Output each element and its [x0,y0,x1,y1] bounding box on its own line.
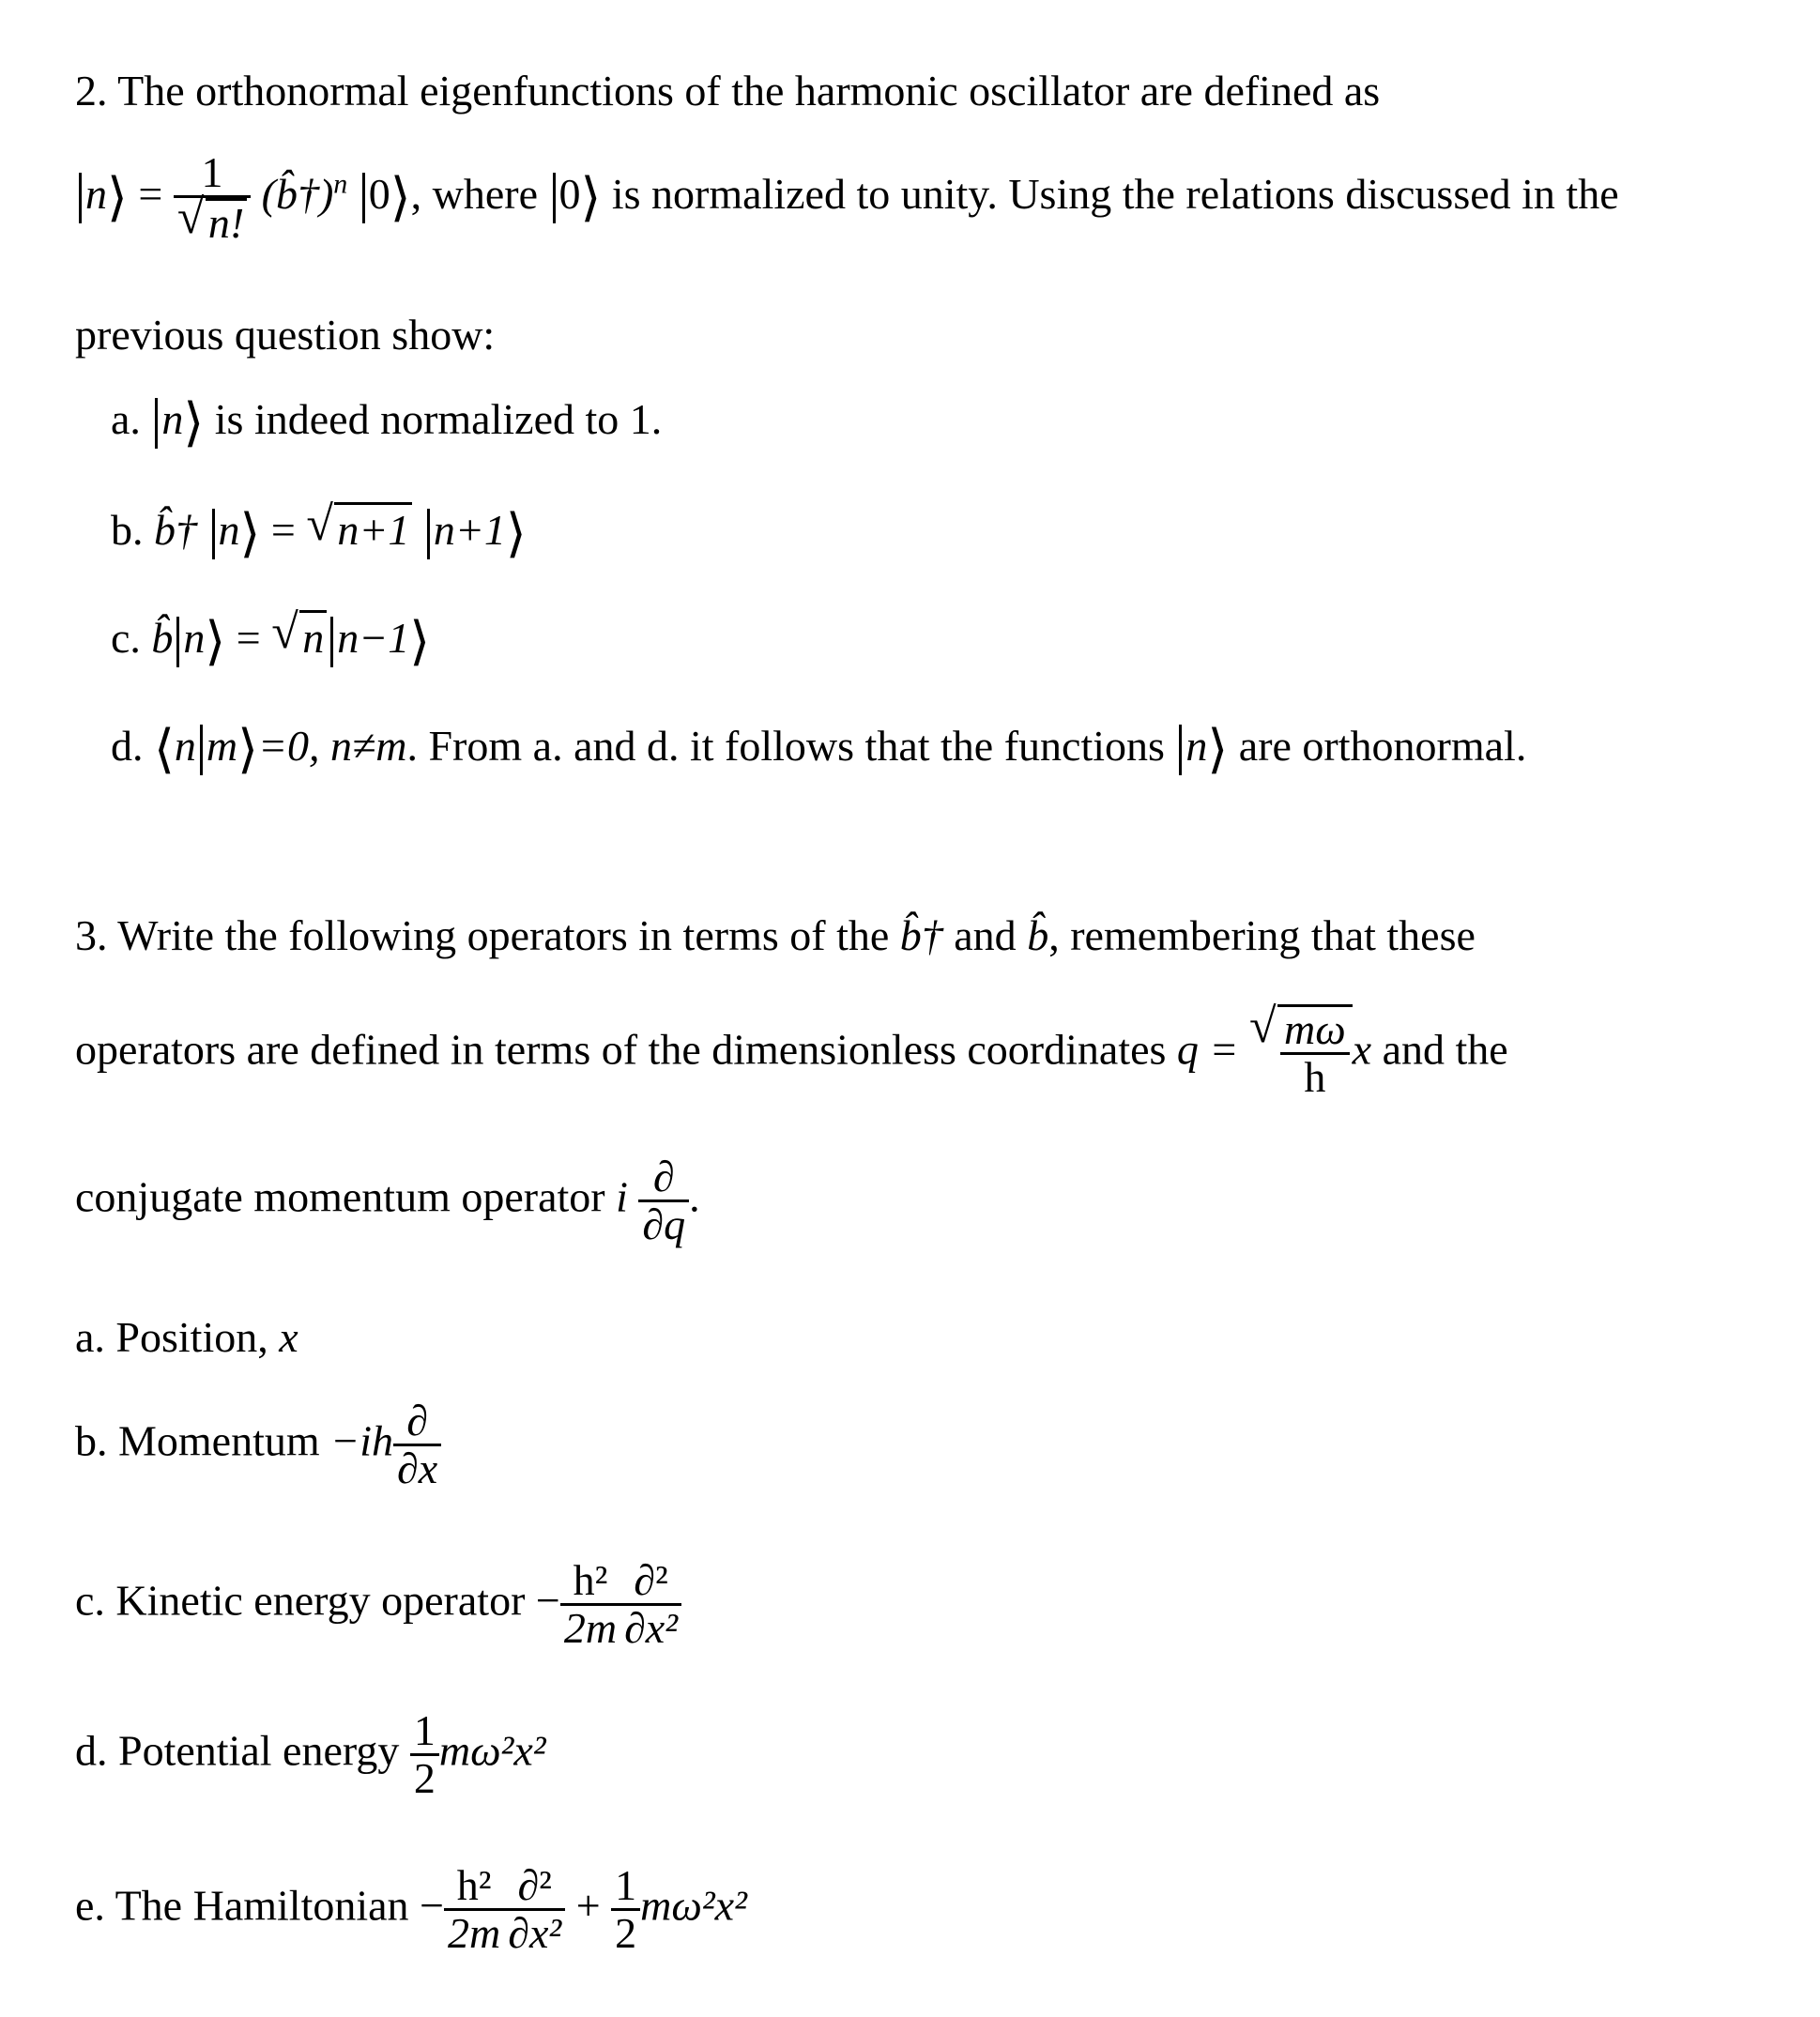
q2-part-b: b. b̂† n⟩ = √ n+1 n+1⟩ [111,502,527,560]
q3-line3: conjugate momentum operator i $\frac{\partial}{\partial q}$ . [75,1153,700,1249]
frac-1-over-sqrt-nfact: 1 √ n! [174,150,251,247]
q3-part-b: b. Momentum −ih $\frac{\partial}{\partial x}$ [75,1398,441,1492]
vacuum-ket: 0 [558,169,581,218]
q2-part-d: d. ⟨n m⟩=0, n≠m. From a. and d. it follows that the functions n⟩ are orthonormal. [111,721,1527,780]
q2-definition-line: n⟩ = 1 √ n! (b̂†)$^n$ 0⟩, where 0⟩ is normalized to unity. Using the relations discussed in the [75,150,1619,247]
q3-part-d: d. Potential energy $\frac{1}{2}$ mω²x² [75,1706,546,1803]
ket-n: n [85,169,107,218]
q2-heading: 2. The orthonormal eigenfunctions of the harmonic oscillator are defined as [75,67,1381,115]
q3-part-a: a. Position, x [75,1313,298,1361]
q2-part-c: c. b̂ n⟩ = √ n n−1⟩ [111,610,430,668]
q3-line1: 3. Write the following operators in terms of the b̂† and b̂, remembering that these [75,911,1476,959]
q2-part-a: a. n⟩ is indeed normalized to 1. [111,394,663,453]
creation-op: (b̂†) [261,169,334,218]
q3-line2: operators are defined in terms of the dimensionless coordinates q = √ $\frac{m\omega}{h}$ x and the [75,1004,1508,1101]
q2-prev-text: previous question show: [75,311,496,359]
q3-part-c: c. Kinetic energy operator − $\frac{\text{h²}}{2m}$ $\frac{\text{∂²}}{\text{∂x²}}$ [75,1558,681,1652]
q3-part-e: e. The Hamiltonian − $\frac{\text{h²}}{2m}$ $\frac{\text{∂²}}{\text{∂x²}}$ + $\frac{1}{2}$ mω²x² [75,1861,747,1958]
